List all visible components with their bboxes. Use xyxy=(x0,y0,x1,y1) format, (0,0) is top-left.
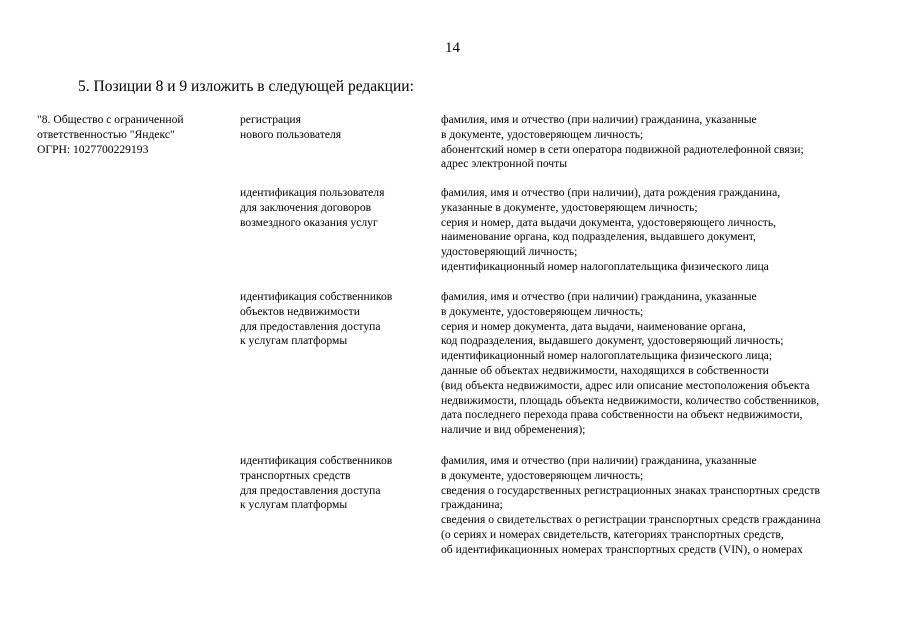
data-line: в документе, удостоверяющем личность; xyxy=(441,127,644,141)
data-line: идентификационный номер налогоплательщика физического лица; xyxy=(441,349,773,363)
data-line: фамилия, имя и отчество (при наличии), дата рождения гражданина, xyxy=(441,186,781,199)
organization-line: "8. Общество с ограниченной xyxy=(37,113,184,126)
purpose-line: идентификация собственников xyxy=(240,290,393,303)
purpose-cell xyxy=(240,113,341,143)
data-line: код подразделения, выдавшего документ, удостоверяющий личность; xyxy=(441,334,784,348)
page-number: 14 xyxy=(445,40,460,56)
purpose-line: транспортных средств xyxy=(240,468,351,482)
organization-cell xyxy=(37,113,184,157)
purpose-line: регистрация xyxy=(240,113,301,126)
data-list-cell xyxy=(441,290,819,438)
data-line: (вид объекта недвижимости, адрес или описание местоположения объекта xyxy=(441,378,810,392)
purpose-line: для предоставления доступа xyxy=(240,319,381,333)
data-line: об идентификационных номерах транспортных средств (VIN), о номерах xyxy=(441,542,803,556)
data-line: (о сериях и номерах свидетельств, категориях транспортных средств, xyxy=(441,527,784,541)
data-list-cell xyxy=(441,186,780,275)
purpose-line: нового пользователя xyxy=(240,127,342,141)
data-line: серия и номер документа, дата выдачи, наименование органа, xyxy=(441,319,746,333)
amendment-intro: 5. Позиции 8 и 9 изложить в следующей редакции: xyxy=(78,78,414,95)
purpose-line: к услугам платформы xyxy=(240,334,348,348)
organization-line: ответственностью "Яндекс" xyxy=(37,127,175,141)
data-line: данные об объектах недвижимости, находящихся в собственности xyxy=(441,363,769,377)
purpose-cell xyxy=(240,186,384,230)
data-list-cell xyxy=(441,454,821,558)
purpose-cell xyxy=(240,290,392,349)
purpose-line: для заключения договоров xyxy=(240,200,372,214)
purpose-line: идентификация пользователя xyxy=(240,186,385,199)
data-line: серия и номер, дата выдачи документа, удостоверяющего личность, xyxy=(441,215,777,229)
organization-line: ОГРН: 1027700229193 xyxy=(37,142,149,156)
data-list-cell xyxy=(441,113,804,172)
data-line: идентификационный номер налогоплательщика физического лица xyxy=(441,259,769,273)
data-line: недвижимости, площадь объекта недвижимости, количество собственников, xyxy=(441,393,820,407)
data-line: в документе, удостоверяющем личность; xyxy=(441,304,644,318)
data-line: сведения о свидетельствах о регистрации транспортных средств гражданина xyxy=(441,513,821,527)
data-line: фамилия, имя и отчество (при наличии) гражданина, указанные xyxy=(441,290,757,303)
data-line: наличие и вид обременения); xyxy=(441,423,586,437)
data-line: в документе, удостоверяющем личность; xyxy=(441,468,644,482)
data-line: фамилия, имя и отчество (при наличии) гражданина, указанные xyxy=(441,113,757,126)
data-line: указанные в документе, удостоверяющем личность; xyxy=(441,200,698,214)
data-line: адрес электронной почты xyxy=(441,157,567,171)
data-line: фамилия, имя и отчество (при наличии) гражданина, указанные xyxy=(441,454,757,467)
purpose-line: для предоставления доступа xyxy=(240,483,381,497)
data-line: дата последнего перехода права собственности на объект недвижимости, xyxy=(441,408,803,422)
data-line: удостоверяющий личность; xyxy=(441,245,578,259)
data-line: гражданина; xyxy=(441,498,503,512)
purpose-cell xyxy=(240,454,392,513)
purpose-line: возмездного оказания услуг xyxy=(240,215,378,229)
data-line: наименование органа, код подразделения, выдавшего документ, xyxy=(441,230,756,244)
purpose-line: идентификация собственников xyxy=(240,454,393,467)
purpose-line: к услугам платформы xyxy=(240,498,348,512)
data-line: сведения о государственных регистрационных знаках транспортных средств xyxy=(441,483,820,497)
purpose-line: объектов недвижимости xyxy=(240,304,360,318)
data-line: абонентский номер в сети оператора подвижной радиотелефонной связи; xyxy=(441,142,804,156)
